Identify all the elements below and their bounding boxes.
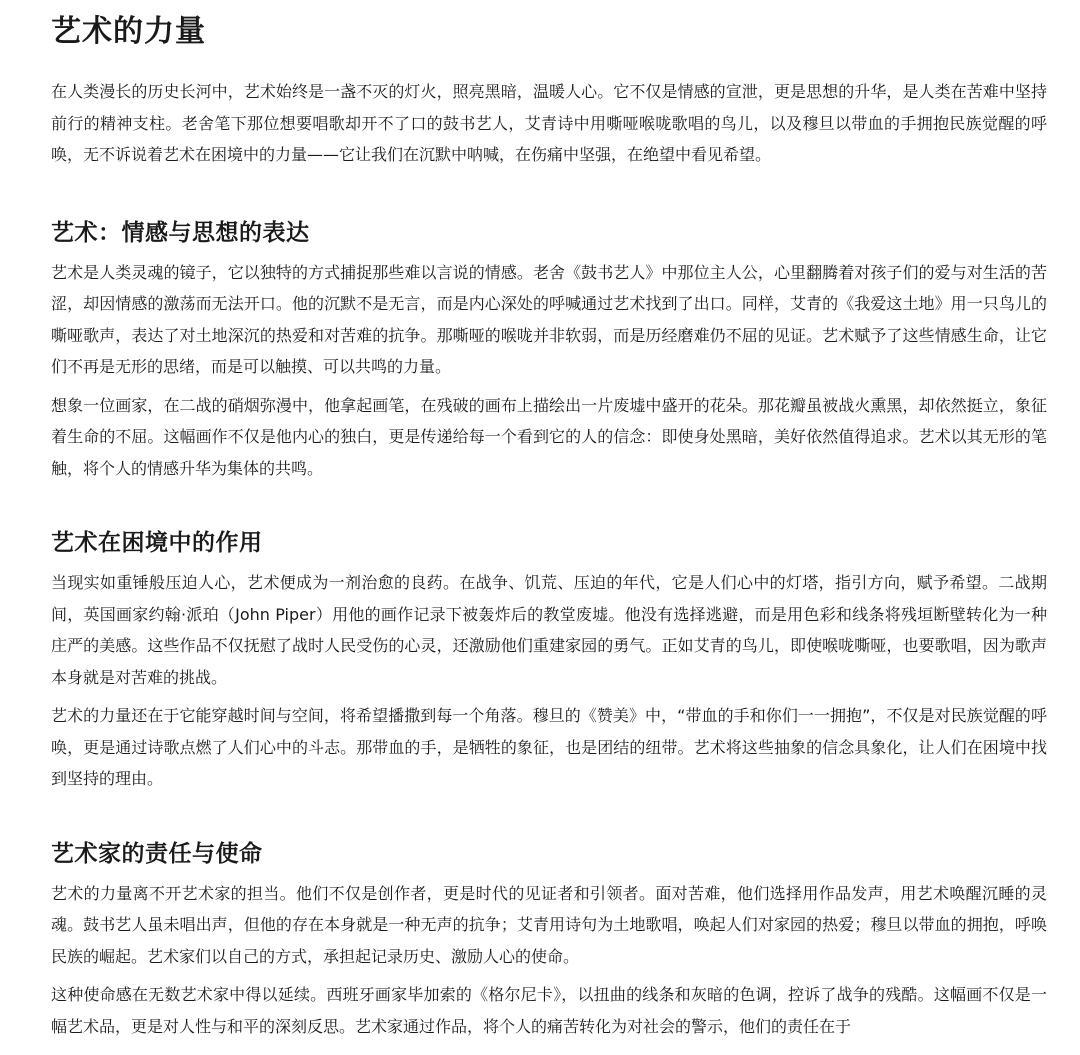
section-role-in-adversity bbox=[51, 525, 1047, 795]
section-heading: 艺术：情感与思想的表达 bbox=[51, 219, 310, 246]
article-title: 艺术的力量 bbox=[51, 14, 206, 49]
section-emotion-expression bbox=[51, 215, 1047, 485]
section-artist-responsibility bbox=[51, 836, 1047, 1043]
paragraph: 这种使命感在无数艺术家中得以延续。西班牙画家毕加索的《格尔尼卡》，以扭曲的线条和灰暗的色调，控诉了战争的残酷。这幅画不仅是一幅艺术品，更是对人性与和平的深刻反思。艺术家通过作品，将个人的痛苦转化为对社会的警示，他们的责任在于 bbox=[51, 985, 1047, 1036]
paragraph: 想象一位画家，在二战的硝烟弥漫中，他拿起画笔，在残破的画布上描绘出一片废墟中盛开的花朵。那花瓣虽被战火熏黑，却依然挺立，象征着生命的不屈。这幅画作不仅是他内心的独白，更是传递给每一个看到它的人的信念：即使身处黑暗，美好依然值得追求。艺术以其无形的笔触，将个人的情感升华为集体的共鸣。 bbox=[51, 395, 1047, 478]
paragraph: 艺术的力量离不开艺术家的担当。他们不仅是创作者，更是时代的见证者和引领者。面对苦难，他们选择用作品发声，用艺术唤醒沉睡的灵魂。鼓书艺人虽未唱出声，但他的存在本身就是一种无声的抗争；艾青用诗句为土地歌唱，唤起人们对家园的热爱；穆旦以带血的拥抱，呼唤民族的崛起。艺术家们以自己的方式，承担起记录历史、激励人心的使命。 bbox=[51, 883, 1047, 966]
paragraph: 艺术是人类灵魂的镜子，它以独特的方式捕捉那些难以言说的情感。老舍《鼓书艺人》中那位主人公，心里翻腾着对孩子们的爱与对生活的苦涩，却因情感的激荡而无法开口。他的沉默不是无言，而是内心深处的呼喊通过艺术找到了出口。同样，艾青的《我爱这土地》用一只鸟儿的嘶哑歌声，表达了对土地深沉的热爱和对苦难的抗争。那嘶哑的喉咙并非软弱，而是历经磨难仍不屈的见证。艺术赋予了这些情感生命，让它们不再是无形的思绪，而是可以触摸、可以共鸣的力量。 bbox=[51, 262, 1047, 376]
section-heading: 艺术家的责任与使命 bbox=[51, 840, 263, 867]
paragraph: 艺术的力量还在于它能穿越时间与空间，将希望播撒到每一个角落。穆旦的《赞美》中，“带血的手和你们一一拥抱”，不仅是对民族觉醒的呼唤，更是通过诗歌点燃了人们心中的斗志。那带血的手，是牺牲的象征，也是团结的纽带。艺术将这些抽象的信念具象化，让人们在困境中找到坚持的理由。 bbox=[51, 706, 1047, 788]
intro-paragraph: 在人类漫长的历史长河中，艺术始终是一盏不灭的灯火，照亮黑暗，温暖人心。它不仅是情感的宣泄，更是思想的升华，是人类在苦难中坚持前行的精神支柱。老舍笔下那位想要唱歌却开不了口的鼓书艺人，艾青诗中用嘶哑喉咙歌唱的鸟儿，以及穆旦以带血的手拥抱民族觉醒的呼唤，无不诉说着艺术在困境中的力量——它让我们在沉默中呐喊，在伤痛中坚强，在绝望中看见希望。 bbox=[51, 82, 1047, 164]
paragraph: 当现实如重锤般压迫人心，艺术便成为一剂治愈的良药。在战争、饥荒、压迫的年代，它是人们心中的灯塔，指引方向，赋予希望。二战期间，英国画家约翰·派珀（John Piper）用他的画作记录下被轰炸后的教堂废墟。他没有选择逃避，而是用色彩和线条将残垣断壁转化为一种庄严的美感。这些作品不仅抚慰了战时人民受伤的心灵，还激励他们重建家园的勇气。正如艾青的鸟儿，即使喉咙嘶哑，也要歌唱，因为歌声本身就是对苦难的挑战。 bbox=[51, 573, 1047, 687]
section-heading: 艺术在困境中的作用 bbox=[51, 530, 263, 556]
